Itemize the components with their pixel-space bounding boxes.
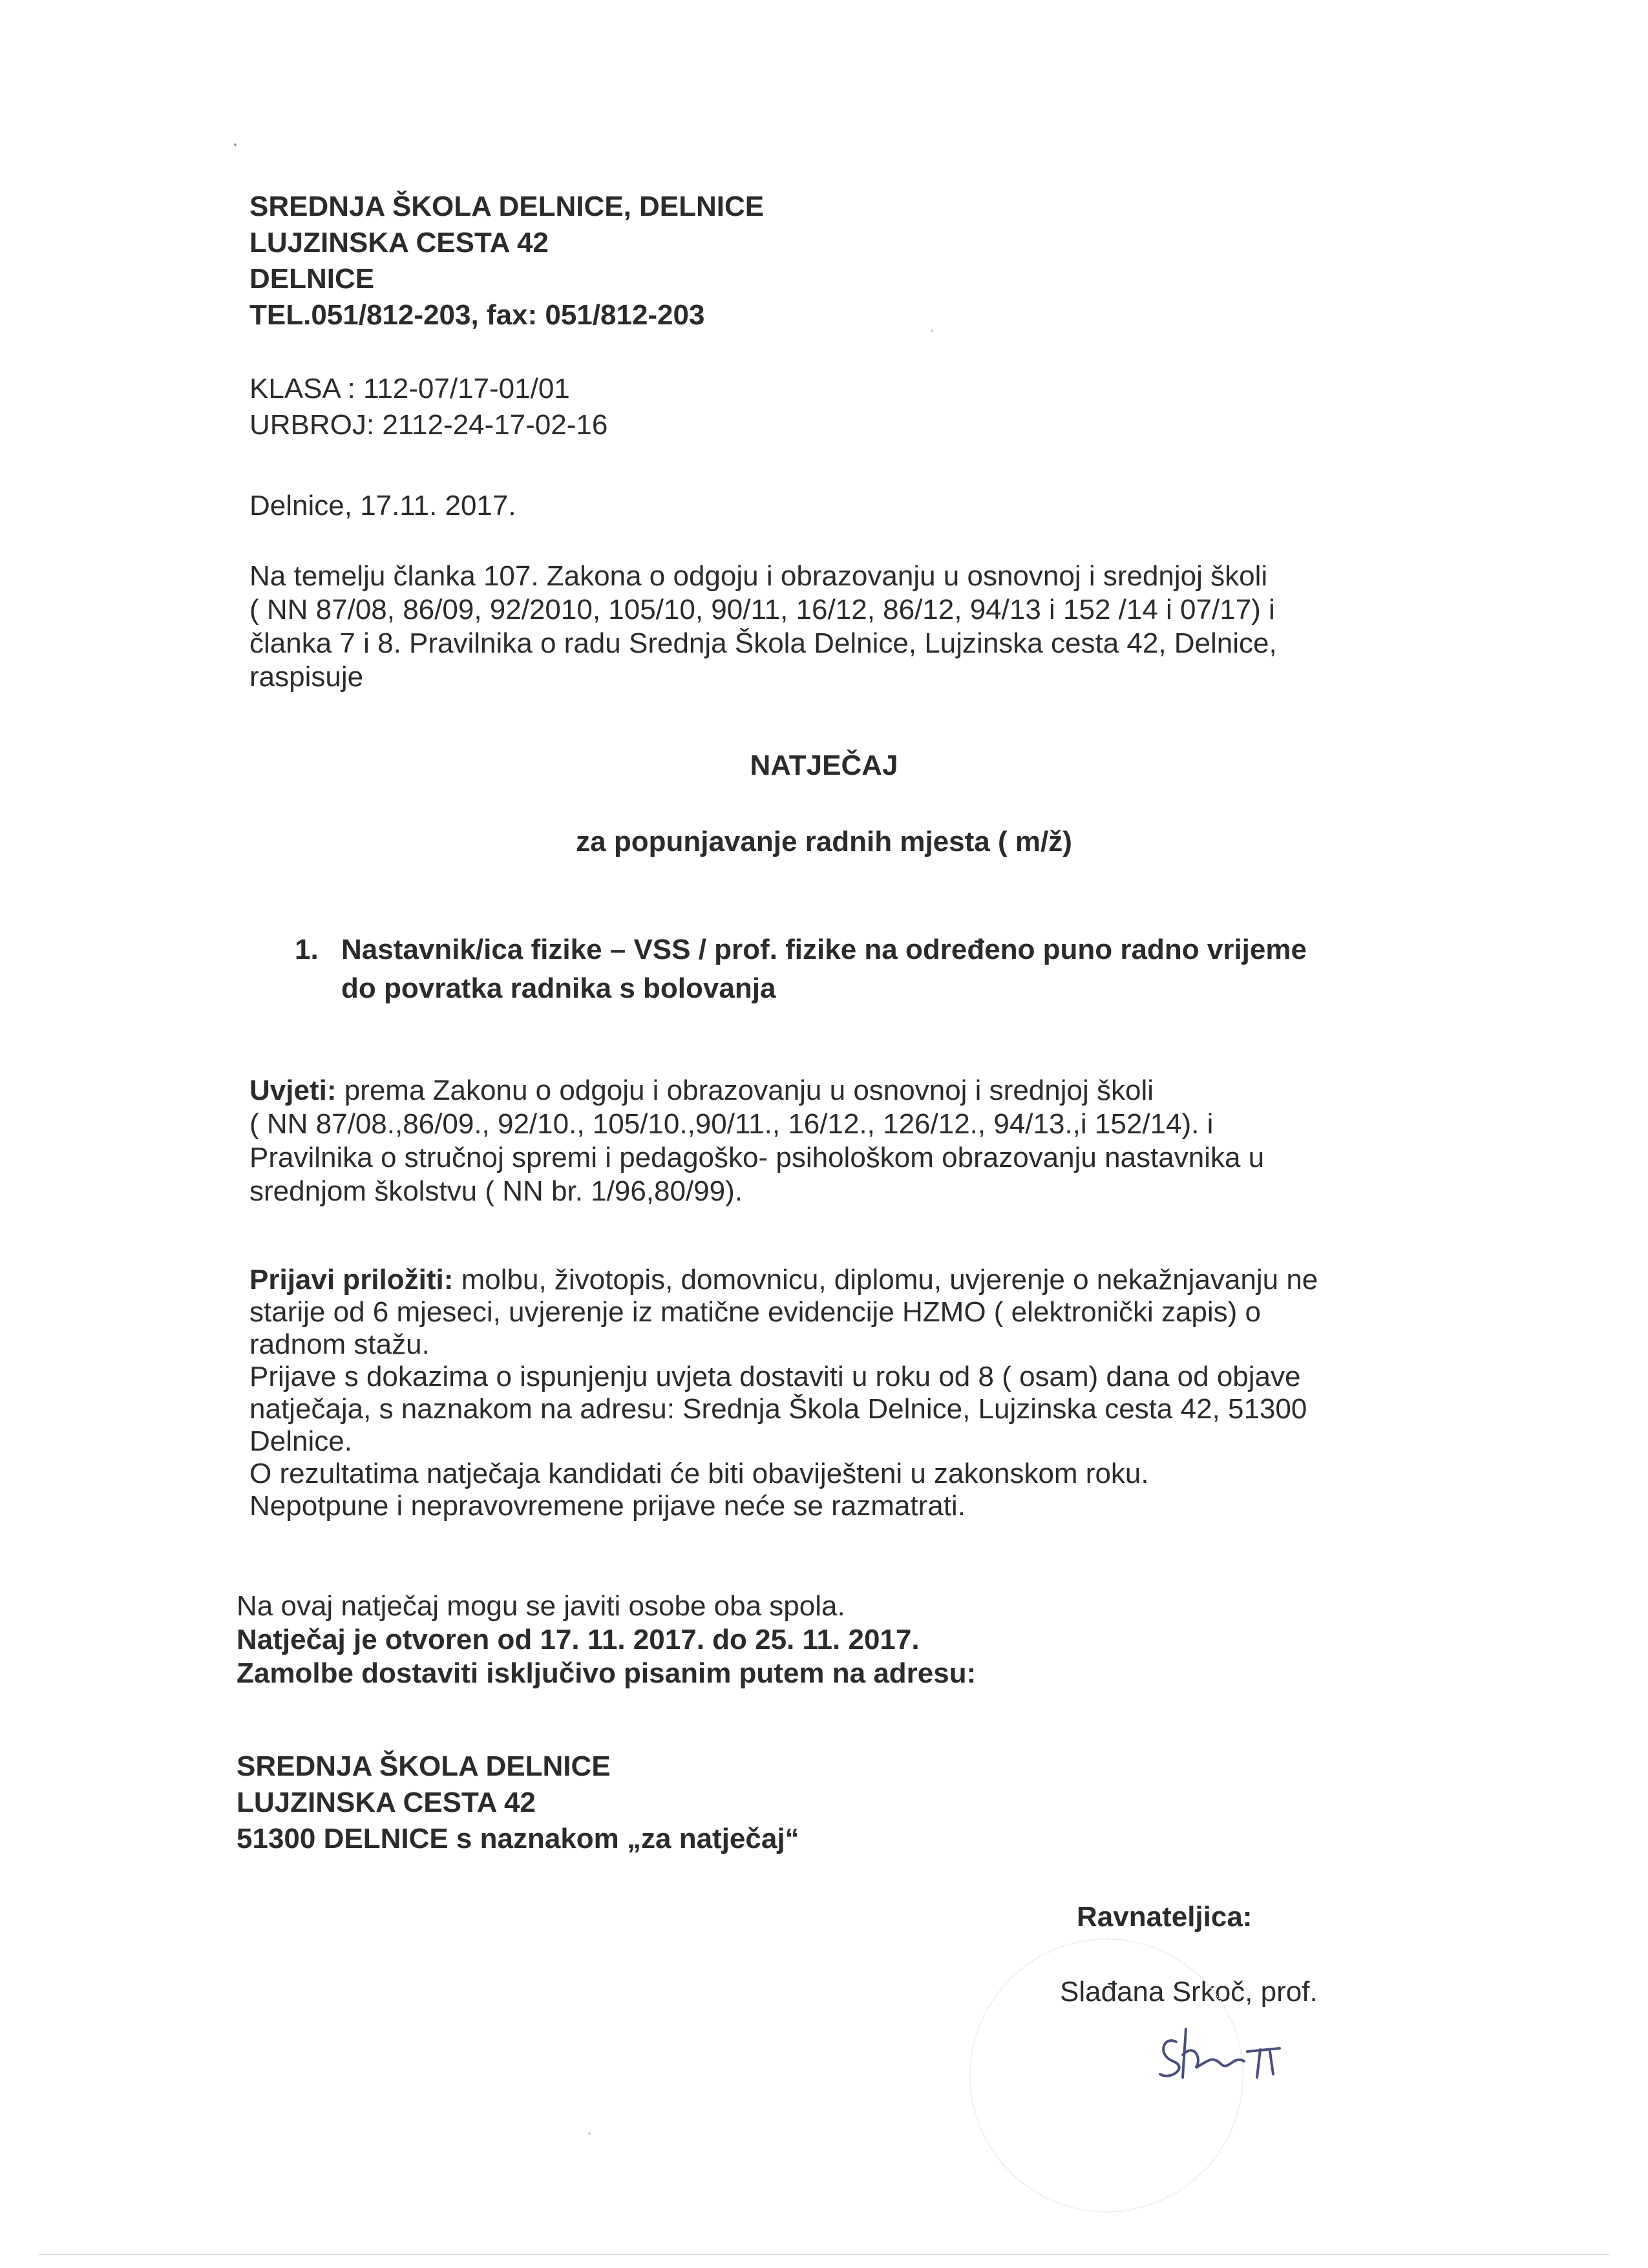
position-description [341, 930, 1307, 1008]
notice-subtitle: za popunjavanje radnih mjesta ( m/ž) [576, 826, 1072, 857]
intro-line: Na temelju članka 107. Zakona o odgoju i obrazovanju u osnovnoj i srednjoj školi [249, 560, 1268, 592]
date-line: Delnice, 17.11. 2017. [249, 490, 516, 521]
intro-line: članka 7 i 8. Pravilnika o radu Srednja Škola Delnice, Lujzinska cesta 42, Delnice, [249, 627, 1277, 659]
signature-role: Ravnateljica: [1077, 1901, 1252, 1933]
attachments-paragraph [249, 1264, 1318, 1522]
both-sexes-line: Na ovaj natječaj mogu se javiti osobe oba spola. [237, 1590, 845, 1622]
address-block [237, 1748, 799, 1857]
conditions-line: ( NN 87/08.,86/09., 92/10., 105/10.,90/11., 16/12., 126/12., 94/13.,i 152/14). i [249, 1108, 1214, 1140]
conditions-line: srednjom školstvu ( NN br. 1/96,80/99). [249, 1175, 743, 1207]
notice-title: NATJEČAJ [750, 750, 898, 781]
attachments-label: Prijavi priložiti: [249, 1264, 454, 1296]
intro-line: ( NN 87/08, 86/09, 92/2010, 105/10, 90/11, 16/12, 86/12, 94/13 i 152 /14 i 07/17) i [249, 594, 1275, 625]
attachments-line: natječaja, s naznakom na adresu: Srednja Škola Delnice, Lujzinska cesta 42, 51300 [249, 1393, 1307, 1425]
school-city: DELNICE [249, 263, 375, 295]
submit-note-line: Zamolbe dostaviti isključivo pisanim putem na adresu: [237, 1657, 977, 1689]
conditions-line: Pravilnika o stručnoj spremi i pedagoško- psihološkom obrazovanju nastavnika u [249, 1142, 1265, 1173]
school-phone: TEL.051/812-203, fax: 051/812-203 [249, 299, 705, 331]
position-line: do povratka radnika s bolovanja [341, 972, 776, 1004]
address-street: LUJZINSKA CESTA 42 [237, 1787, 536, 1818]
urbroj: URBROJ: 2112-24-17-02-16 [249, 409, 608, 441]
klasa: KLASA : 112-07/17-01/01 [249, 373, 570, 404]
attachments-line: O rezultatima natječaja kandidati će biti obaviješteni u zakonskom roku. [249, 1458, 1149, 1489]
attachments-line: radnom stažu. [249, 1328, 430, 1360]
position-number: 1. [295, 934, 319, 965]
address-city: 51300 DELNICE s naznakom „za natječaj“ [237, 1823, 799, 1854]
attachments-line: Delnice. [249, 1425, 352, 1457]
open-period-line: Natječaj je otvoren od 17. 11. 2017. do 25. 11. 2017. [237, 1624, 920, 1655]
position-line: Nastavnik/ica fizike – VSS / prof. fizike na određeno puno radno vrijeme [341, 934, 1307, 965]
attachments-first-line [249, 1264, 1318, 1296]
attachments-line: Nepotpune i nepravovremene prijave neće se razmatrati. [249, 1490, 966, 1522]
attachments-text: molbu, životopis, domovnicu, diplomu, uvjerenje o nekažnjavanju ne [453, 1264, 1318, 1296]
conditions-label: Uvjeti: [249, 1075, 337, 1106]
speck [234, 143, 237, 146]
intro-paragraph [249, 560, 1277, 694]
reference-block [249, 371, 607, 443]
handwritten-signature [1150, 2016, 1293, 2094]
conditions-paragraph [249, 1074, 1264, 1208]
school-header [249, 189, 764, 333]
attachments-line: starije od 6 mjeseci, uvjerenje iz matične evidencije HZMO ( elektronički zapis) o [249, 1296, 1262, 1328]
page-edge [39, 2254, 1609, 2255]
intro-line: raspisuje [249, 661, 364, 693]
signature-name: Slađana Srkoč, prof. [1060, 1976, 1318, 2008]
conditions-first-line [249, 1074, 1264, 1108]
school-name: SREDNJA ŠKOLA DELNICE, DELNICE [249, 191, 765, 222]
speck [588, 2132, 591, 2135]
address-school: SREDNJA ŠKOLA DELNICE [237, 1750, 611, 1782]
speck [931, 330, 933, 332]
closing-block [237, 1590, 976, 1690]
conditions-text: prema Zakonu o odgoju i obrazovanju u osnovnoj i srednjoj školi [336, 1075, 1154, 1106]
attachments-line: Prijave s dokazima o ispunjenju uvjeta dostaviti u roku od 8 ( osam) dana od objave [249, 1361, 1301, 1392]
school-street: LUJZINSKA CESTA 42 [249, 227, 549, 258]
